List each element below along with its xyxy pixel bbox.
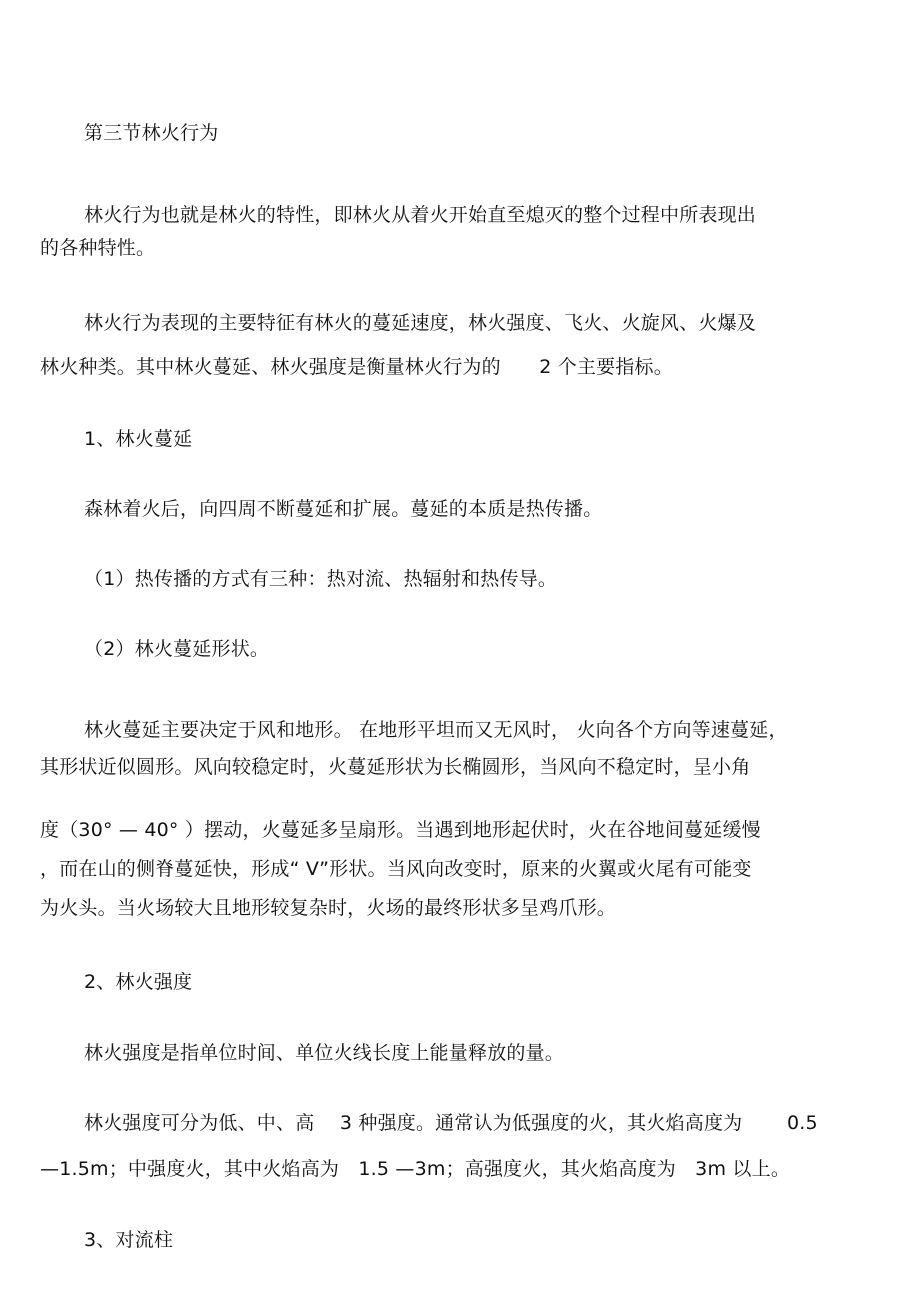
paragraph-line: —1.5m；中强度火，其中火焰高为 1.5 —3m；高强度火，其火焰高度为 3m 以上。 (40, 1158, 791, 1180)
paragraph-line: 林火强度可分为低、中、高 3 种强度。通常认为低强度的火，其火焰高度为 0.5 (84, 1112, 818, 1134)
paragraph-line: 林火种类。其中林火蔓延、林火强度是衡量林火行为的 2 个主要指标。 (40, 356, 673, 378)
paragraph-line: 为火头。当火场较大且地形较复杂时，火场的最终形状多呈鸡爪形。 (40, 897, 617, 919)
paragraph-line: 林火行为也就是林火的特性，即林火从着火开始直至熄灭的整个过程中所表现出 (84, 204, 757, 226)
paragraph-line: 林火强度是指单位时间、单位火线长度上能量释放的量。 (84, 1042, 565, 1064)
paragraph-line: 的各种特性。 (40, 237, 156, 259)
section-heading: 第三节林火行为 (84, 122, 219, 144)
paragraph-line: 林火蔓延主要决定于风和地形。 在地形平坦而又无风时， 火向各个方向等速蔓延， (84, 719, 788, 741)
list-item: （1）热传播的方式有三种：热对流、热辐射和热传导。 (84, 568, 558, 590)
paragraph-line: 森林着火后，向四周不断蔓延和扩展。蔓延的本质是热传播。 (84, 498, 603, 520)
subsection-heading: 3、对流柱 (84, 1229, 174, 1251)
list-item: （2）林火蔓延形状。 (84, 638, 270, 660)
subsection-heading: 1、林火蔓延 (84, 428, 193, 450)
paragraph-line: 度（30° — 40° ）摆动，火蔓延多呈扇形。当遇到地形起伏时，火在谷地间蔓延缓慢 (40, 819, 761, 841)
paragraph-line: ，而在山的侧脊蔓延快，形成“ V”形状。当风向改变时，原来的火翼或火尾有可能变 (40, 858, 752, 880)
paragraph-line: 其形状近似圆形。风向较稳定时，火蔓延形状为长椭圆形，当风向不稳定时，呈小角 (40, 756, 751, 778)
subsection-heading: 2、林火强度 (84, 971, 193, 993)
paragraph-line: 林火行为表现的主要特征有林火的蔓延速度，林火强度、飞火、火旋风、火爆及 (84, 312, 757, 334)
